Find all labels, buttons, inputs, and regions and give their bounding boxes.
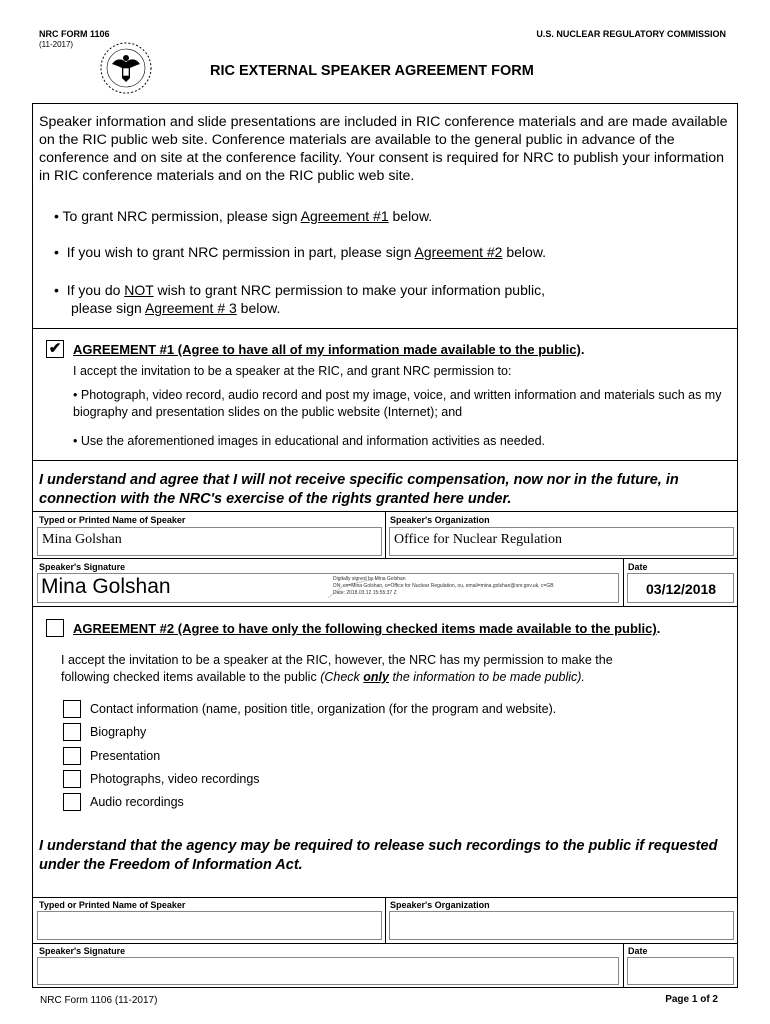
agreement-1-org-value: Office for Nuclear Regulation xyxy=(394,532,563,547)
agreement-2-accept-line1: I accept the invitation to be a speaker at the RIC, however, the NRC has my permission to make the xyxy=(61,653,613,667)
agreement-2-accept-line2: following checked items available to the public (Check only the information to be made public). xyxy=(61,670,585,684)
divider xyxy=(32,606,738,607)
agreement-3-link: Agreement # 3 xyxy=(144,300,237,316)
agreement-1-accept: I accept the invitation to be a speaker at the RIC, and grant NRC permission to: xyxy=(73,364,512,378)
agreement-1-bullet-1: • Photograph, video record, audio record and post my image, voice, and written information and materials such as my biography and presentation slides on the public website (Internet); and xyxy=(73,388,722,419)
divider xyxy=(385,511,386,558)
agreement-1-org-label: Speaker's Organization xyxy=(390,515,490,525)
agreement-2-signature-field[interactable] xyxy=(37,957,619,985)
footer-page-number: Page 1 of 2 xyxy=(665,994,718,1005)
photographs-label: Photographs, video recordings xyxy=(90,772,260,786)
divider xyxy=(385,897,386,943)
agreement-2-name-field[interactable] xyxy=(37,911,382,940)
intro-bullet-2: • If you wish to grant NRC permission in part, please sign Agreement #2 below. xyxy=(54,244,547,260)
agreement-1-date-value: 03/12/2018 xyxy=(646,581,717,597)
digital-signature-info: Digitally signed by Mina Golshan DN: cn=Mina Golshan, o=Office for Nuclear Regulation, ou, email=mina.golshan@onr.gov.uk, c=GB Date: 2018.03.12 15:55:37 Z xyxy=(333,576,554,596)
divider xyxy=(32,328,738,329)
agreement-1-bullet-2: • Use the aforementioned images in educational and information activities as needed. xyxy=(73,434,546,448)
agreement-2-checkbox[interactable] xyxy=(46,619,64,637)
agreement-2-name-label: Typed or Printed Name of Speaker xyxy=(39,900,186,910)
presentation-checkbox[interactable] xyxy=(63,747,81,765)
intro-bullet-1: • To grant NRC permission, please sign Agreement #1 below. xyxy=(54,208,433,224)
agreement-2-org-field[interactable] xyxy=(389,911,734,940)
agreement-1-name-label: Typed or Printed Name of Speaker xyxy=(39,515,186,525)
agreement-2-org-label: Speaker's Organization xyxy=(390,900,490,910)
divider xyxy=(623,558,624,606)
agreement-1-date-label: Date xyxy=(628,562,648,572)
intro-bullet-3: • If you do NOT wish to grant NRC permission to make your information public, xyxy=(54,282,545,298)
audio-recordings-checkbox[interactable] xyxy=(63,793,81,811)
agreement-2-statement: I understand that the agency may be required to release such recordings to the public if requested under the Freedom of Information Act. xyxy=(39,838,718,873)
agreement-1-name-field[interactable] xyxy=(37,527,382,556)
form-date: (11-2017) xyxy=(39,40,74,49)
agreement-1-sig-label: Speaker's Signature xyxy=(39,562,126,572)
divider xyxy=(32,558,738,559)
agreement-2-sig-label: Speaker's Signature xyxy=(39,946,126,956)
agreement-1-title: AGREEMENT #1 (Agree to have all of my information made available to the public). xyxy=(73,342,585,357)
agreement-1-name-value: Mina Golshan xyxy=(42,532,122,547)
footer-form-ref: NRC Form 1106 (11-2017) xyxy=(40,995,158,1006)
divider xyxy=(32,460,738,461)
form-number: NRC FORM 1106 xyxy=(39,29,110,39)
contact-info-label: Contact information (name, position title, organization (for the program and website). xyxy=(90,702,557,716)
intro-paragraph: Speaker information and slide presentations are included in RIC conference materials and are made available on the RIC public web site. Conference materials are available to the general public in advance of the conference and on site at the conference facility. Your consent is required for NRC to publish your information in RIC conference materials and on the RIC public web site. xyxy=(39,114,728,184)
agreement-1-signature-value: Mina Golshan xyxy=(41,575,171,598)
divider xyxy=(32,943,738,944)
agreement-1-date-field[interactable] xyxy=(627,573,734,603)
agreement-1-link: Agreement #1 xyxy=(300,208,389,224)
agreement-1-signature-field[interactable] xyxy=(37,573,619,603)
agreement-2-link: Agreement #2 xyxy=(414,244,503,260)
agency-name: U.S. NUCLEAR REGULATORY COMMISSION xyxy=(536,29,726,39)
agreement-2-title: AGREEMENT #2 (Agree to have only the following checked items made available to the public). xyxy=(73,621,661,636)
agreement-1-org-field[interactable] xyxy=(389,527,734,556)
photographs-checkbox[interactable] xyxy=(63,770,81,788)
divider xyxy=(623,943,624,988)
agreement-2-date-label: Date xyxy=(628,946,648,956)
agreement-1-checkbox[interactable]: ✔ xyxy=(46,340,64,358)
form-title: RIC EXTERNAL SPEAKER AGREEMENT FORM xyxy=(210,63,534,79)
intro-bullet-3-line2: please sign Agreement # 3 below. xyxy=(71,300,281,316)
audio-recordings-label: Audio recordings xyxy=(90,795,184,809)
contact-info-checkbox[interactable] xyxy=(63,700,81,718)
biography-label: Biography xyxy=(90,725,147,739)
presentation-label: Presentation xyxy=(90,749,161,763)
biography-checkbox[interactable] xyxy=(63,723,81,741)
agreement-2-date-field[interactable] xyxy=(627,957,734,985)
nrc-seal-icon xyxy=(98,38,154,98)
agreement-1-statement: I understand and agree that I will not receive specific compensation, now nor in the future, in connection with the NRC's exercise of the rights granted here under. xyxy=(39,472,679,507)
